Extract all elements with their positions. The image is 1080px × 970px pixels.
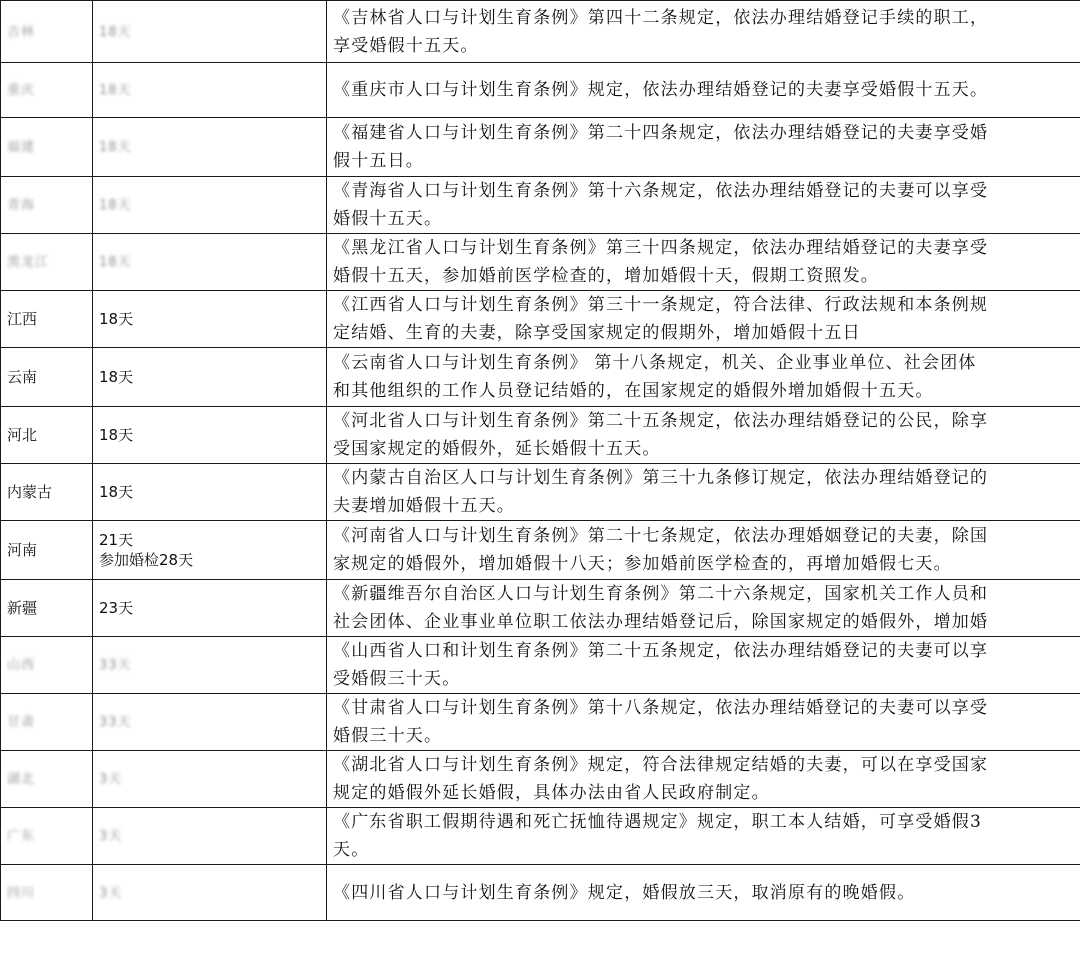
province-name: 重庆 xyxy=(7,83,36,98)
table-row xyxy=(1,464,1080,521)
table-row xyxy=(1,1,1080,63)
regulation-text-line: 《山西省人口和计划生育条例》第二十五条规定，依法办理结婚登记的夫妻可以享 xyxy=(333,641,989,661)
leave-days-cell xyxy=(93,637,327,694)
leave-days-cell xyxy=(93,1,327,63)
regulation-cell xyxy=(327,464,1080,521)
leave-days-cell xyxy=(93,348,327,407)
province-cell xyxy=(1,118,93,177)
table-row xyxy=(1,865,1080,921)
province-cell xyxy=(1,751,93,808)
table-body xyxy=(1,1,1080,921)
leave-days: 18天 xyxy=(99,426,134,444)
province-name: 内蒙古 xyxy=(7,483,53,501)
table-row xyxy=(1,348,1080,407)
province-cell xyxy=(1,464,93,521)
regulation-text-line: 规定的婚假外延长婚假，具体办法由省人民政府制定。 xyxy=(333,783,770,803)
regulation-text-line: 婚假三十天。 xyxy=(333,726,443,746)
regulation-text-line: 天。 xyxy=(333,840,370,860)
province-name: 四川 xyxy=(7,885,36,901)
regulation-text-line: 社会团体、企业事业单位职工依法办理结婚登记后，除国家规定的婚假外，增加婚 xyxy=(333,612,989,632)
leave-days-cell xyxy=(93,118,327,177)
leave-days: 18天 xyxy=(99,24,132,40)
leave-days: 18天 xyxy=(99,255,132,270)
leave-days: 33天 xyxy=(99,658,132,673)
leave-days-cell xyxy=(93,234,327,291)
regulation-cell xyxy=(327,808,1080,865)
table-row xyxy=(1,291,1080,348)
regulation-cell xyxy=(327,407,1080,464)
leave-days: 18天 xyxy=(99,483,134,501)
regulation-cell xyxy=(327,1,1080,63)
province-name: 吉林 xyxy=(7,24,36,40)
table-row xyxy=(1,637,1080,694)
leave-days: 21天 xyxy=(99,531,134,549)
regulation-text-line: 家规定的婚假外，增加婚假十八天；参加婚前医学检查的，再增加婚假七天。 xyxy=(333,554,952,574)
table-row xyxy=(1,118,1080,177)
regulation-cell xyxy=(327,521,1080,580)
province-name: 福建 xyxy=(7,140,36,155)
leave-days: 18天 xyxy=(99,368,134,386)
province-cell xyxy=(1,808,93,865)
province-name: 云南 xyxy=(7,368,38,386)
province-name: 湖北 xyxy=(7,772,36,787)
regulation-text-line: 《湖北省人口与计划生育条例》规定，符合法律规定结婚的夫妻，可以在享受国家 xyxy=(333,755,989,775)
regulation-cell xyxy=(327,63,1080,118)
regulation-text-line: 假十五日。 xyxy=(333,151,424,171)
regulation-text-line: 《内蒙古自治区人口与计划生育条例》第三十九条修订规定，依法办理结婚登记的 xyxy=(333,468,989,488)
province-name: 江西 xyxy=(7,310,38,328)
regulation-text-line: 《青海省人口与计划生育条例》第十六条规定，依法办理结婚登记的夫妻可以享受 xyxy=(333,181,989,201)
regulation-cell xyxy=(327,865,1080,921)
regulation-text-line: 婚假十五天，参加婚前医学检查的，增加婚假十天，假期工资照发。 xyxy=(333,266,879,286)
table-row xyxy=(1,580,1080,637)
leave-days: 18天 xyxy=(99,310,134,328)
table-row xyxy=(1,63,1080,118)
table-row xyxy=(1,808,1080,865)
regulation-text-line: 《甘肃省人口与计划生育条例》第十八条规定，依法办理结婚登记的夫妻可以享受 xyxy=(333,698,989,718)
province-cell xyxy=(1,521,93,580)
regulation-text-line: 受婚假三十天。 xyxy=(333,669,461,689)
regulation-cell xyxy=(327,234,1080,291)
province-cell xyxy=(1,177,93,234)
leave-days-cell xyxy=(93,407,327,464)
regulation-text-line: 《重庆市人口与计划生育条例》规定，依法办理结婚登记的夫妻享受婚假十五天。 xyxy=(333,80,989,100)
regulation-cell xyxy=(327,580,1080,637)
province-name: 河南 xyxy=(7,541,38,559)
province-name: 新疆 xyxy=(7,599,38,617)
leave-days-cell xyxy=(93,291,327,348)
province-cell xyxy=(1,694,93,751)
leave-days-cell xyxy=(93,865,327,921)
leave-days-cell xyxy=(93,694,327,751)
regulation-text-line: 《河南省人口与计划生育条例》第二十七条规定，依法办理婚姻登记的夫妻，除国 xyxy=(333,526,989,546)
province-cell xyxy=(1,234,93,291)
regulation-text-line: 《云南省人口与计划生育条例》 第十八条规定，机关、企业事业单位、社会团体 xyxy=(333,353,977,373)
province-name: 甘肃 xyxy=(7,715,36,730)
regulation-cell xyxy=(327,291,1080,348)
province-name: 青海 xyxy=(7,198,36,213)
leave-days-extra: 参加婚检28天 xyxy=(99,551,194,569)
leave-days-cell xyxy=(93,808,327,865)
table-row xyxy=(1,407,1080,464)
leave-days: 18天 xyxy=(99,198,132,213)
province-cell xyxy=(1,637,93,694)
regulation-text-line: 《新疆维吾尔自治区人口与计划生育条例》第二十六条规定，国家机关工作人员和 xyxy=(333,584,989,604)
province-name: 河北 xyxy=(7,426,38,444)
province-cell xyxy=(1,348,93,407)
province-cell xyxy=(1,63,93,118)
table-row xyxy=(1,694,1080,751)
province-cell xyxy=(1,865,93,921)
leave-days: 3天 xyxy=(99,829,123,844)
regulation-cell xyxy=(327,694,1080,751)
table-row xyxy=(1,521,1080,580)
province-cell xyxy=(1,580,93,637)
leave-days-cell xyxy=(93,751,327,808)
table-row xyxy=(1,751,1080,808)
regulation-text-line: 享受婚假十五天。 xyxy=(333,35,479,56)
regulation-text-line: 婚假十五天。 xyxy=(333,209,443,229)
leave-days: 18天 xyxy=(99,140,132,155)
regulation-cell xyxy=(327,637,1080,694)
regulation-cell xyxy=(327,118,1080,177)
regulation-text-line: 《河北省人口与计划生育条例》第二十五条规定，依法办理结婚登记的公民，除享 xyxy=(333,411,989,431)
leave-days: 3天 xyxy=(99,772,123,787)
province-name: 广东 xyxy=(7,829,36,844)
table-row xyxy=(1,234,1080,291)
leave-days: 33天 xyxy=(99,715,132,730)
province-name: 山西 xyxy=(7,658,36,673)
province-cell xyxy=(1,291,93,348)
province-cell xyxy=(1,1,93,63)
regulation-text-line: 《四川省人口与计划生育条例》规定，婚假放三天，取消原有的晚婚假。 xyxy=(333,882,916,903)
regulation-cell xyxy=(327,348,1080,407)
leave-days-cell xyxy=(93,63,327,118)
regulation-text-line: 定结婚、生育的夫妻，除享受国家规定的假期外，增加婚假十五日 xyxy=(333,323,861,343)
leave-days-cell xyxy=(93,521,327,580)
regulation-cell xyxy=(327,751,1080,808)
regulation-text-line: 《广东省职工假期待遇和死亡抚恤待遇规定》规定，职工本人结婚，可享受婚假3 xyxy=(333,812,983,832)
leave-days-cell xyxy=(93,464,327,521)
regulation-text-line: 受国家规定的婚假外，延长婚假十五天。 xyxy=(333,439,661,459)
leave-days: 18天 xyxy=(99,83,132,98)
province-name: 黑龙江 xyxy=(7,255,50,270)
leave-days: 23天 xyxy=(99,599,134,617)
regulation-text-line: 《吉林省人口与计划生育条例》第四十二条规定，依法办理结婚登记手续的职工， xyxy=(333,7,989,28)
regulation-cell xyxy=(327,177,1080,234)
leave-days: 3天 xyxy=(99,885,123,901)
regulation-text-line: 《黑龙江省人口与计划生育条例》第三十四条规定，依法办理结婚登记的夫妻享受 xyxy=(333,238,989,258)
regulation-text-line: 夫妻增加婚假十五天。 xyxy=(333,496,515,516)
leave-days-cell xyxy=(93,580,327,637)
leave-days-cell xyxy=(93,177,327,234)
province-cell xyxy=(1,407,93,464)
regulation-text-line: 《福建省人口与计划生育条例》第二十四条规定，依法办理结婚登记的夫妻享受婚 xyxy=(333,123,989,143)
regulation-text-line: 《江西省人口与计划生育条例》第三十一条规定，符合法律、行政法规和本条例规 xyxy=(333,295,989,315)
table-row xyxy=(1,177,1080,234)
regulation-text-line: 和其他组织的工作人员登记结婚的，在国家规定的婚假外增加婚假十五天。 xyxy=(333,381,934,401)
